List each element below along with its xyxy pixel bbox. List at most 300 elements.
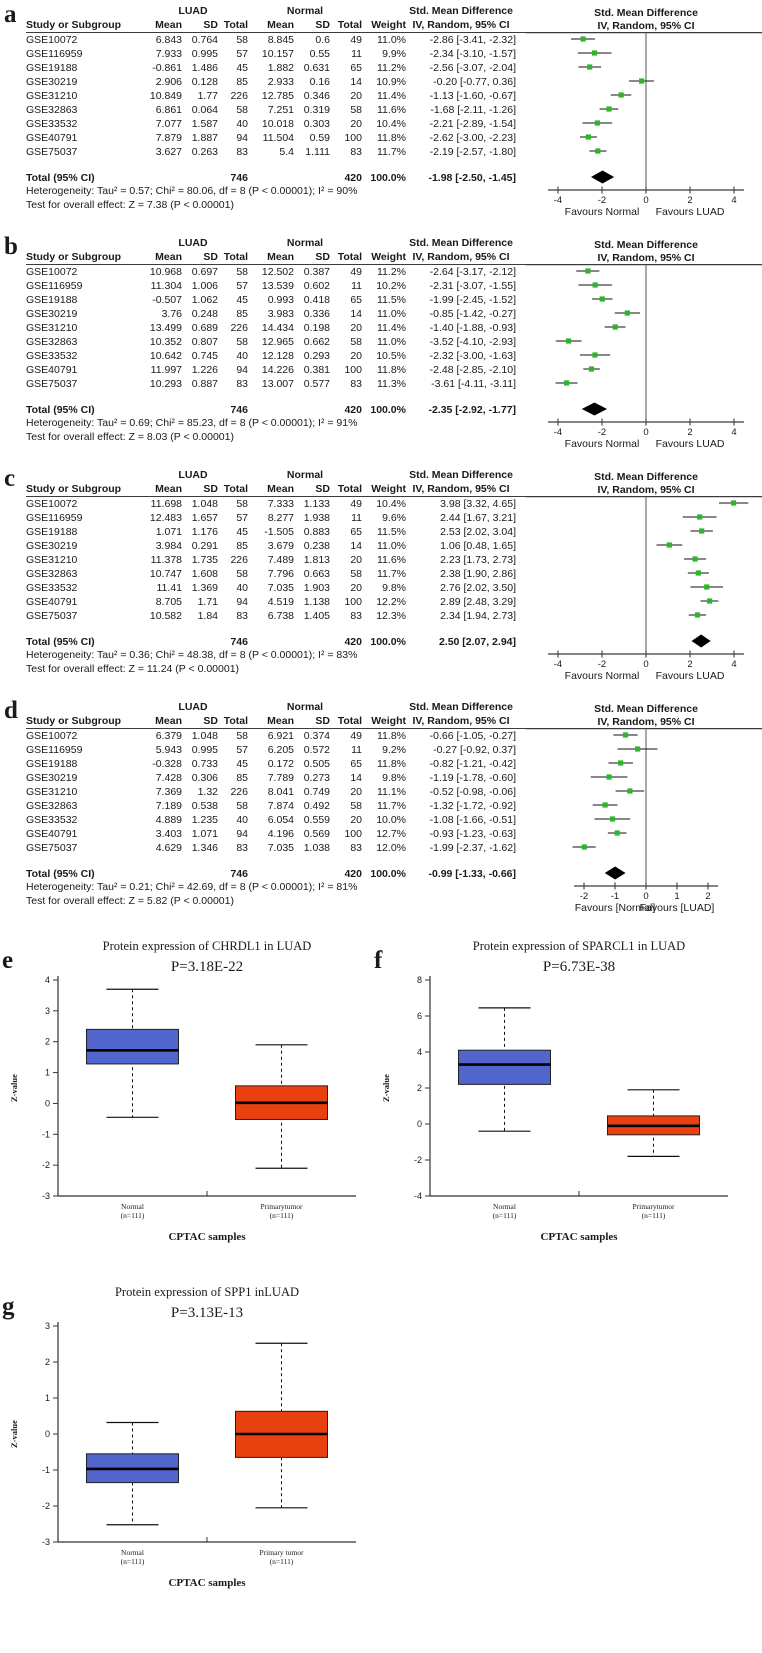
effect-marker	[667, 542, 672, 547]
panel-letter-c: c	[4, 465, 16, 492]
smd-ci-text: 2.34 [1.94, 2.73]	[440, 610, 516, 622]
luad-sd: 1.735	[191, 554, 218, 566]
effect-marker	[639, 78, 644, 83]
study-row	[26, 785, 526, 799]
study-row	[26, 335, 526, 349]
total-row	[26, 171, 526, 185]
forest-panel-c	[0, 465, 762, 686]
column-header: Total	[337, 483, 362, 495]
effect-marker	[600, 296, 605, 301]
luad-total: 83	[236, 610, 248, 622]
study-row	[26, 279, 526, 293]
effect-marker	[699, 528, 704, 533]
panel-letter-b: b	[4, 233, 18, 260]
luad-mean: 7.077	[155, 118, 182, 130]
smd-ci-text: 2.44 [1.67, 3.21]	[440, 512, 516, 524]
smd-column-header: Std. Mean Difference	[409, 469, 513, 481]
luad-mean: 11.378	[150, 554, 182, 566]
normal-total: 49	[350, 730, 362, 742]
y-tick-label: -2	[413, 1155, 422, 1165]
luad-sd: 1.77	[197, 90, 218, 102]
spacer	[294, 403, 330, 417]
total-row	[26, 867, 526, 881]
luad-sd: 0.697	[191, 266, 218, 278]
normal-total: 20	[350, 554, 362, 566]
study-row	[26, 307, 526, 321]
study-id: GSE30219	[26, 540, 78, 552]
normal-total: 100	[344, 132, 362, 144]
normal-total: 83	[350, 146, 362, 158]
column-header: SD	[315, 19, 330, 31]
luad-total: 40	[236, 582, 248, 594]
weight: 11.4%	[377, 322, 406, 334]
axis-tick-label: 1	[674, 891, 680, 902]
luad-mean: 10.352	[149, 336, 182, 348]
forest-body	[26, 468, 762, 686]
normal-total: 83	[350, 842, 362, 854]
normal-total: 100	[344, 364, 362, 376]
normal-mean: 12.502	[261, 266, 294, 278]
forest-column-header-row	[26, 18, 526, 33]
normal-sd: 0.346	[303, 90, 330, 102]
luad-total: 83	[236, 146, 248, 158]
spacer	[248, 635, 294, 649]
axis-tick-label: -1	[610, 891, 620, 902]
study-id: GSE31210	[26, 786, 78, 798]
normal-mean: 12.128	[261, 350, 294, 362]
spacer	[362, 700, 406, 714]
group-label: Primarytumor	[260, 1202, 303, 1211]
total-label: Total (95% CI)	[26, 172, 95, 184]
normal-mean: 7.035	[267, 582, 294, 594]
effect-marker	[593, 282, 598, 287]
smd-ci-text: -2.21 [-2.89, -1.54]	[429, 118, 516, 130]
overall-effect-note: Test for overall effect: Z = 8.03 (P < 0.00001)	[26, 430, 234, 443]
total-normal-n: 420	[344, 868, 362, 880]
y-tick-label: 3	[44, 1321, 50, 1331]
forest-panel-a	[0, 1, 762, 222]
column-header: Study or Subgroup	[26, 483, 122, 495]
luad-total: 94	[236, 364, 248, 376]
column-header: Weight	[371, 251, 406, 263]
normal-total: 65	[350, 758, 362, 770]
study-id: GSE19188	[26, 758, 78, 770]
group1-header: LUAD	[178, 5, 208, 17]
study-id: GSE40791	[26, 364, 78, 376]
luad-sd: 0.291	[191, 540, 218, 552]
axis-tick-label: -4	[553, 427, 563, 438]
smd-ci-text: -1.08 [-1.66, -0.51]	[429, 814, 516, 826]
normal-sd: 0.293	[303, 350, 330, 362]
group-n-label: (n=111)	[492, 1211, 517, 1220]
normal-sd: 0.303	[303, 118, 330, 130]
normal-total: 11	[351, 744, 362, 756]
luad-total: 57	[236, 48, 248, 60]
effect-marker	[625, 310, 630, 315]
luad-mean: 3.403	[155, 828, 182, 840]
normal-mean: 5.4	[279, 146, 294, 158]
column-header: Mean	[267, 251, 294, 263]
study-id: GSE40791	[26, 596, 78, 608]
smd-ci-text: -2.19 [-2.57, -1.80]	[429, 146, 516, 158]
weight: 10.4%	[376, 498, 406, 510]
group-label: Normal	[493, 1202, 516, 1211]
luad-mean: 10.642	[149, 350, 182, 362]
normal-total: 20	[350, 582, 362, 594]
smd-ci-text: -2.56 [-3.07, -2.04]	[429, 62, 516, 74]
axis-tick-label: -2	[579, 891, 589, 902]
group-label: Normal	[121, 1548, 144, 1557]
effect-marker	[613, 324, 618, 329]
smd-ci-text: -2.48 [-2.85, -2.10]	[429, 364, 516, 376]
column-header: Mean	[155, 19, 182, 31]
effect-marker	[602, 802, 607, 807]
study-id: GSE19188	[26, 526, 78, 538]
normal-total: 58	[350, 800, 362, 812]
weight: 9.8%	[382, 582, 406, 594]
weight: 11.0%	[377, 540, 406, 552]
luad-total: 226	[230, 554, 248, 566]
weight: 10.0%	[376, 814, 406, 826]
column-header: SD	[203, 19, 218, 31]
normal-mean: 7.789	[267, 772, 294, 784]
normal-mean: 4.519	[267, 596, 294, 608]
luad-sd: 1.346	[191, 842, 218, 854]
effect-marker	[623, 732, 628, 737]
axis-tick-label: -2	[597, 659, 607, 670]
luad-mean: 7.933	[155, 48, 182, 60]
effect-marker	[585, 268, 590, 273]
group-n-label: (n=111)	[641, 1211, 666, 1220]
study-row	[26, 377, 526, 391]
normal-sd: 0.319	[303, 104, 330, 116]
normal-sd: 1.138	[303, 596, 330, 608]
study-row	[26, 799, 526, 813]
study-row	[26, 729, 526, 743]
normal-sd: 0.602	[303, 280, 330, 292]
normal-total: 20	[350, 322, 362, 334]
luad-mean: 13.499	[149, 322, 182, 334]
luad-sd: 0.128	[191, 76, 218, 88]
effect-marker	[635, 746, 640, 751]
normal-sd: 1.405	[303, 610, 330, 622]
luad-sd: 1.587	[191, 118, 218, 130]
luad-total: 83	[236, 378, 248, 390]
effect-marker	[566, 338, 571, 343]
weight: 11.1%	[377, 786, 406, 798]
forest-table	[26, 700, 526, 918]
favours-left-label: Favours [Normal]	[574, 902, 656, 914]
normal-sd: 0.238	[303, 540, 330, 552]
luad-mean: 10.968	[149, 266, 182, 278]
total-smd-ci-text: -2.35 [-2.92, -1.77]	[428, 404, 516, 416]
favours-left-label: Favours Normal	[564, 670, 640, 682]
luad-mean: 11.41	[156, 582, 182, 594]
normal-mean: 13.539	[261, 280, 294, 292]
column-header: Weight	[371, 483, 406, 495]
p-value-label: P=6.73E-38	[542, 959, 616, 975]
y-tick-label: -3	[41, 1537, 50, 1547]
forest-column-header-row	[26, 250, 526, 265]
chart-title: Protein expression of SPP1 inLUAD	[114, 1285, 300, 1299]
normal-sd: 0.663	[303, 568, 330, 580]
smd-ci-text: 2.76 [2.02, 3.50]	[440, 582, 516, 594]
y-tick-label: -1	[41, 1465, 50, 1475]
study-id: GSE33532	[26, 814, 78, 826]
forest-column-header-row	[26, 714, 526, 729]
effect-marker	[610, 816, 615, 821]
study-row	[26, 61, 526, 75]
study-row	[26, 265, 526, 279]
smd-ci-text: -2.31 [-3.07, -1.55]	[429, 280, 516, 292]
normal-total: 11	[351, 280, 362, 292]
luad-sd: 1.226	[191, 364, 218, 376]
column-header: Weight	[371, 19, 406, 31]
normal-total: 20	[350, 814, 362, 826]
spacer	[182, 867, 218, 881]
forest-body	[26, 700, 762, 918]
spacer	[362, 4, 406, 18]
luad-mean: 8.705	[155, 596, 182, 608]
luad-mean: -0.861	[152, 62, 182, 74]
forest-group-header-row	[26, 236, 526, 250]
total-normal-n: 420	[344, 172, 362, 184]
total-normal-n: 420	[344, 404, 362, 416]
group2-header: Normal	[286, 701, 324, 713]
axis-tick-label: 0	[643, 195, 649, 206]
normal-total: 100	[344, 596, 362, 608]
luad-sd: 0.064	[191, 104, 218, 116]
study-id: GSE10072	[26, 498, 78, 510]
forest-body	[26, 4, 762, 222]
weight: 12.0%	[376, 842, 406, 854]
luad-sd: 0.745	[191, 350, 218, 362]
luad-total: 94	[236, 596, 248, 608]
effect-marker	[619, 92, 624, 97]
axis-tick-label: 0	[643, 891, 649, 902]
study-row	[26, 363, 526, 377]
weight: 9.8%	[382, 772, 406, 784]
plot-header-line1: Std. Mean Difference	[594, 703, 698, 715]
box-plot-g	[0, 1280, 372, 1610]
normal-sd: 0.492	[303, 800, 330, 812]
smd-ci-text: 2.89 [2.48, 3.29]	[440, 596, 516, 608]
luad-total: 85	[236, 76, 248, 88]
forest-group-header-row	[26, 468, 526, 482]
smd-ci-text: -0.20 [-0.77, 0.36]	[433, 76, 516, 88]
overall-effect-note: Test for overall effect: Z = 5.82 (P < 0.00001)	[26, 894, 234, 907]
normal-sd: 0.883	[303, 526, 330, 538]
boxplot-row-g	[0, 1280, 762, 1610]
effect-marker	[627, 788, 632, 793]
luad-total: 94	[236, 828, 248, 840]
column-header: Total	[223, 19, 248, 31]
total-luad-n: 746	[230, 172, 248, 184]
weight: 11.3%	[377, 378, 406, 390]
weight: 10.2%	[376, 280, 406, 292]
box-plot-f	[372, 934, 744, 1264]
smd-ci-text: -3.61 [-4.11, -3.11]	[431, 378, 516, 390]
x-axis-label: CPTAC samples	[168, 1577, 246, 1589]
weight: 11.8%	[377, 758, 406, 770]
y-tick-label: 2	[44, 1357, 50, 1367]
normal-mean: 7.035	[267, 842, 294, 854]
smd-ci-text: -0.93 [-1.23, -0.63]	[429, 828, 516, 840]
normal-total: 20	[350, 90, 362, 102]
luad-total: 57	[236, 280, 248, 292]
study-row	[26, 117, 526, 131]
spacer	[138, 171, 182, 185]
forest-group-header-row	[26, 700, 526, 714]
normal-mean: 7.333	[267, 498, 294, 510]
study-row	[26, 497, 526, 511]
weight: 12.3%	[376, 610, 406, 622]
boxplot-row-ef	[0, 934, 762, 1264]
study-id: GSE32863	[26, 104, 78, 116]
spacer	[26, 236, 138, 250]
study-row	[26, 47, 526, 61]
normal-sd: 0.662	[303, 336, 330, 348]
luad-total: 45	[236, 526, 248, 538]
weight: 9.9%	[382, 48, 406, 60]
luad-total: 58	[236, 730, 248, 742]
luad-total: 58	[236, 104, 248, 116]
column-header: SD	[203, 251, 218, 263]
normal-mean: 7.489	[267, 554, 294, 566]
y-tick-label: -4	[413, 1191, 422, 1201]
effect-marker	[731, 500, 736, 505]
total-smd-ci-text: -0.99 [-1.33, -0.66]	[428, 868, 516, 880]
study-id: GSE32863	[26, 800, 78, 812]
box	[459, 1050, 551, 1084]
study-row	[26, 757, 526, 771]
normal-sd: 0.387	[303, 266, 330, 278]
effect-marker	[595, 148, 600, 153]
normal-mean: 6.054	[267, 814, 294, 826]
normal-mean: 0.993	[267, 294, 294, 306]
column-header: SD	[203, 483, 218, 495]
axis-tick-label: 2	[705, 891, 711, 902]
normal-total: 58	[350, 336, 362, 348]
normal-total: 65	[350, 62, 362, 74]
normal-total: 83	[350, 378, 362, 390]
luad-total: 85	[236, 308, 248, 320]
normal-mean: 10.018	[261, 118, 294, 130]
normal-sd: 0.336	[303, 308, 330, 320]
study-id: GSE31210	[26, 554, 78, 566]
normal-total: 100	[344, 828, 362, 840]
y-tick-label: -1	[41, 1129, 50, 1140]
effect-marker	[564, 380, 569, 385]
plot-header-line2: IV, Random, 95% CI	[597, 484, 695, 496]
heterogeneity-note: Heterogeneity: Tau² = 0.21; Chi² = 42.69, df = 8 (P < 0.00001); I² = 81%	[26, 881, 358, 893]
spacer	[138, 867, 182, 881]
normal-total: 14	[350, 76, 362, 88]
spacer	[294, 635, 330, 649]
total-label: Total (95% CI)	[26, 636, 95, 648]
y-tick-label: 8	[416, 975, 422, 985]
luad-sd: 0.263	[191, 146, 218, 158]
y-tick-label: 3	[44, 1005, 50, 1016]
forest-plot-c	[526, 468, 762, 686]
study-id: GSE33532	[26, 118, 78, 130]
column-header: Total	[337, 19, 362, 31]
y-tick-label: -3	[41, 1191, 50, 1201]
study-row	[26, 145, 526, 159]
study-id: GSE19188	[26, 294, 78, 306]
axis-tick-label: 0	[643, 659, 649, 670]
smd-ci-text: -1.32 [-1.72, -0.92]	[429, 800, 516, 812]
group1-header: LUAD	[178, 237, 208, 249]
axis-tick-label: 2	[687, 659, 693, 670]
effect-marker	[592, 50, 597, 55]
column-header: SD	[315, 715, 330, 727]
study-row	[26, 743, 526, 757]
group-label: Normal	[121, 1202, 144, 1211]
normal-mean: 6.921	[267, 730, 294, 742]
column-header: Total	[337, 251, 362, 263]
axis-tick-label: 2	[687, 427, 693, 438]
study-id: GSE30219	[26, 76, 78, 88]
spacer	[26, 4, 138, 18]
spacer	[248, 171, 294, 185]
luad-sd: 1.608	[191, 568, 218, 580]
y-tick-label: 2	[44, 1036, 50, 1047]
normal-mean: -1.505	[264, 526, 294, 538]
normal-sd: 0.59	[309, 132, 330, 144]
total-weight: 100.0%	[370, 868, 406, 880]
luad-total: 45	[236, 758, 248, 770]
heterogeneity-note: Heterogeneity: Tau² = 0.57; Chi² = 80.06, df = 8 (P < 0.00001); I² = 90%	[26, 185, 358, 197]
forest-plot-b	[526, 236, 762, 454]
weight: 11.0%	[377, 336, 406, 348]
normal-mean: 3.983	[267, 308, 294, 320]
chart-title: Protein expression of SPARCL1 in LUAD	[472, 939, 686, 953]
luad-mean: 4.889	[155, 814, 182, 826]
weight: 11.7%	[377, 800, 406, 812]
study-id: GSE33532	[26, 582, 78, 594]
box-plot-e	[0, 934, 372, 1264]
axis-tick-label: 4	[731, 659, 737, 670]
normal-total: 20	[350, 786, 362, 798]
normal-total: 20	[350, 350, 362, 362]
y-tick-label: -2	[41, 1160, 50, 1171]
weight: 11.8%	[377, 132, 406, 144]
effect-marker	[580, 36, 585, 41]
panel-letter-f: f	[374, 947, 383, 974]
y-axis-label: Z-value	[9, 1074, 19, 1102]
study-id: GSE116959	[26, 280, 83, 292]
study-row	[26, 581, 526, 595]
normal-sd: 0.16	[309, 76, 330, 88]
effect-marker	[707, 598, 712, 603]
normal-sd: 1.038	[303, 842, 330, 854]
spacer	[26, 468, 138, 482]
weight: 11.0%	[377, 34, 406, 46]
group-n-label: (n=111)	[269, 1557, 294, 1566]
column-header: Total	[223, 715, 248, 727]
p-value-label: P=3.18E-22	[170, 959, 244, 975]
normal-sd: 0.6	[315, 34, 330, 46]
study-id: GSE19188	[26, 62, 78, 74]
smd-column-header: Std. Mean Difference	[409, 701, 513, 713]
total-smd-ci-text: 2.50 [2.07, 2.94]	[438, 636, 516, 648]
column-header: Mean	[267, 19, 294, 31]
luad-sd: 1.71	[197, 596, 218, 608]
smd-ci-text: -0.82 [-1.21, -0.42]	[429, 758, 516, 770]
normal-total: 65	[350, 294, 362, 306]
spacer	[294, 867, 330, 881]
